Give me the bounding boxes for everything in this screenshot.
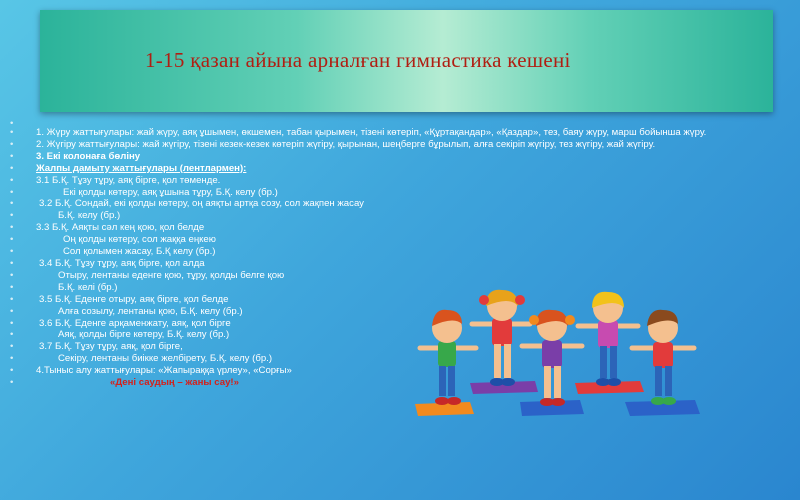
list-item xyxy=(10,127,780,139)
bullet: • xyxy=(10,234,14,246)
child-figure xyxy=(578,292,638,386)
bullet: • xyxy=(10,138,14,150)
list-item: • Алға созылу, лентаны қою, Б.Қ. келу (бр.) xyxy=(10,305,243,317)
bullet: • xyxy=(10,341,14,353)
bullet: • xyxy=(10,329,14,341)
bullet: • xyxy=(10,162,14,174)
list-item: • 3.4 Б.Қ. Тұзу тұру, аяқ бірге, қол алда xyxy=(10,257,205,269)
child-figure xyxy=(472,290,530,386)
title-banner xyxy=(40,10,773,112)
list-item: • Б.Қ. келу (бр.) xyxy=(10,210,121,222)
bullet: • xyxy=(10,257,14,269)
bullet: • xyxy=(10,186,14,198)
bullet: • xyxy=(10,377,14,389)
bullet: • xyxy=(10,174,14,186)
list-item: • 3.6 Б.Қ. Еденге арқаменжату, аяқ, қол бірге xyxy=(10,317,231,329)
bullet: • xyxy=(10,353,14,365)
bullet: • xyxy=(10,269,14,281)
list-item xyxy=(10,163,780,175)
bullet: • xyxy=(10,210,14,222)
list-item: • Отыру, лентаны еденге қою, тұру, қолды белге қою xyxy=(10,269,285,281)
list-item: • 3.2 Б.Қ. Сондай, екі қолды көтеру, оң аяқты артқа созу, сол жақпен жасау xyxy=(10,198,364,210)
motto: «Дені саудың – жаны сау!» xyxy=(110,377,239,389)
bullet: • xyxy=(10,365,14,377)
list-item xyxy=(10,118,780,127)
bullet: • xyxy=(10,127,14,138)
bullet: • xyxy=(10,198,14,210)
children-exercising-illustration xyxy=(410,286,710,420)
list-item: • 3.7 Б.Қ. Тұзу тұру, аяқ, қол бірге, xyxy=(10,341,183,353)
running-exercises: 2. Жүгіру жаттығулары: жай жүгіру, тізені кезек-кезек көтеріп жүгіру, қырынан, шеңберге бұрылып, алға секіріп жүгіру, тез жүгіру, жай жүгіру. xyxy=(36,138,656,150)
list-item: • Секіру, лентаны биікке желбірету, Б.Қ. келу (бр.) xyxy=(10,353,273,365)
bullet: • xyxy=(10,222,14,234)
list-item: • Сол қолымен жасау, Б.Қ келу (бр.) xyxy=(10,246,216,258)
list-item: • 3.5 Б.Қ. Еденге отыру, аяқ бірге, қол белде xyxy=(10,293,229,305)
list-item: • Аяқ, қолды бірге көтеру, Б.Қ. келу (бр.) xyxy=(10,329,230,341)
list-item xyxy=(10,151,780,163)
list-item: • Екі қолды көтеру, аяқ ұшына тұру, Б.Қ. келу (бр.) xyxy=(10,186,278,198)
walking-exercises: 1. Жүру жаттығулары: жай жүру, аяқ ұшымен, өкшемен, табан қырымен, тізені көтеріп, «Құртақандар», «Қаздар», тез, баяу жүру, марш бойынша жүру. xyxy=(36,127,707,138)
general-exercises-heading: Жалпы дамыту жаттығулары (лентлармен): xyxy=(36,162,247,174)
list-item: • Оң қолды көтеру, сол жаққа еңкею xyxy=(10,234,216,246)
child-figure xyxy=(420,310,476,405)
list-item: • Б.Қ. келі (бр.) xyxy=(10,281,118,293)
bullet: • xyxy=(10,281,14,293)
list-item: • 3.1 Б.Қ. Тұзу тұру, аяқ бірге, қол төменде. xyxy=(10,174,221,186)
bullet: • xyxy=(10,317,14,329)
bullet: • xyxy=(10,118,14,129)
bullet: • xyxy=(10,305,14,317)
bullet: • xyxy=(10,293,14,305)
breathing-exercises: 4.Тыныс алу жаттығулары: «Жапыраққа үрлеу», «Сорғы» xyxy=(36,365,292,377)
columns-heading: 3. Екі колонаға бөліну xyxy=(36,150,141,162)
list-item: • 3.3 Б.Қ. Аяқты сәл кең қою, қол белде xyxy=(10,222,205,234)
bullet: • xyxy=(10,150,14,162)
bullet: • xyxy=(10,246,14,258)
slide-title: 1-15 қазан айына арналған гимнастика кешені xyxy=(145,48,571,72)
list-item xyxy=(10,139,780,151)
